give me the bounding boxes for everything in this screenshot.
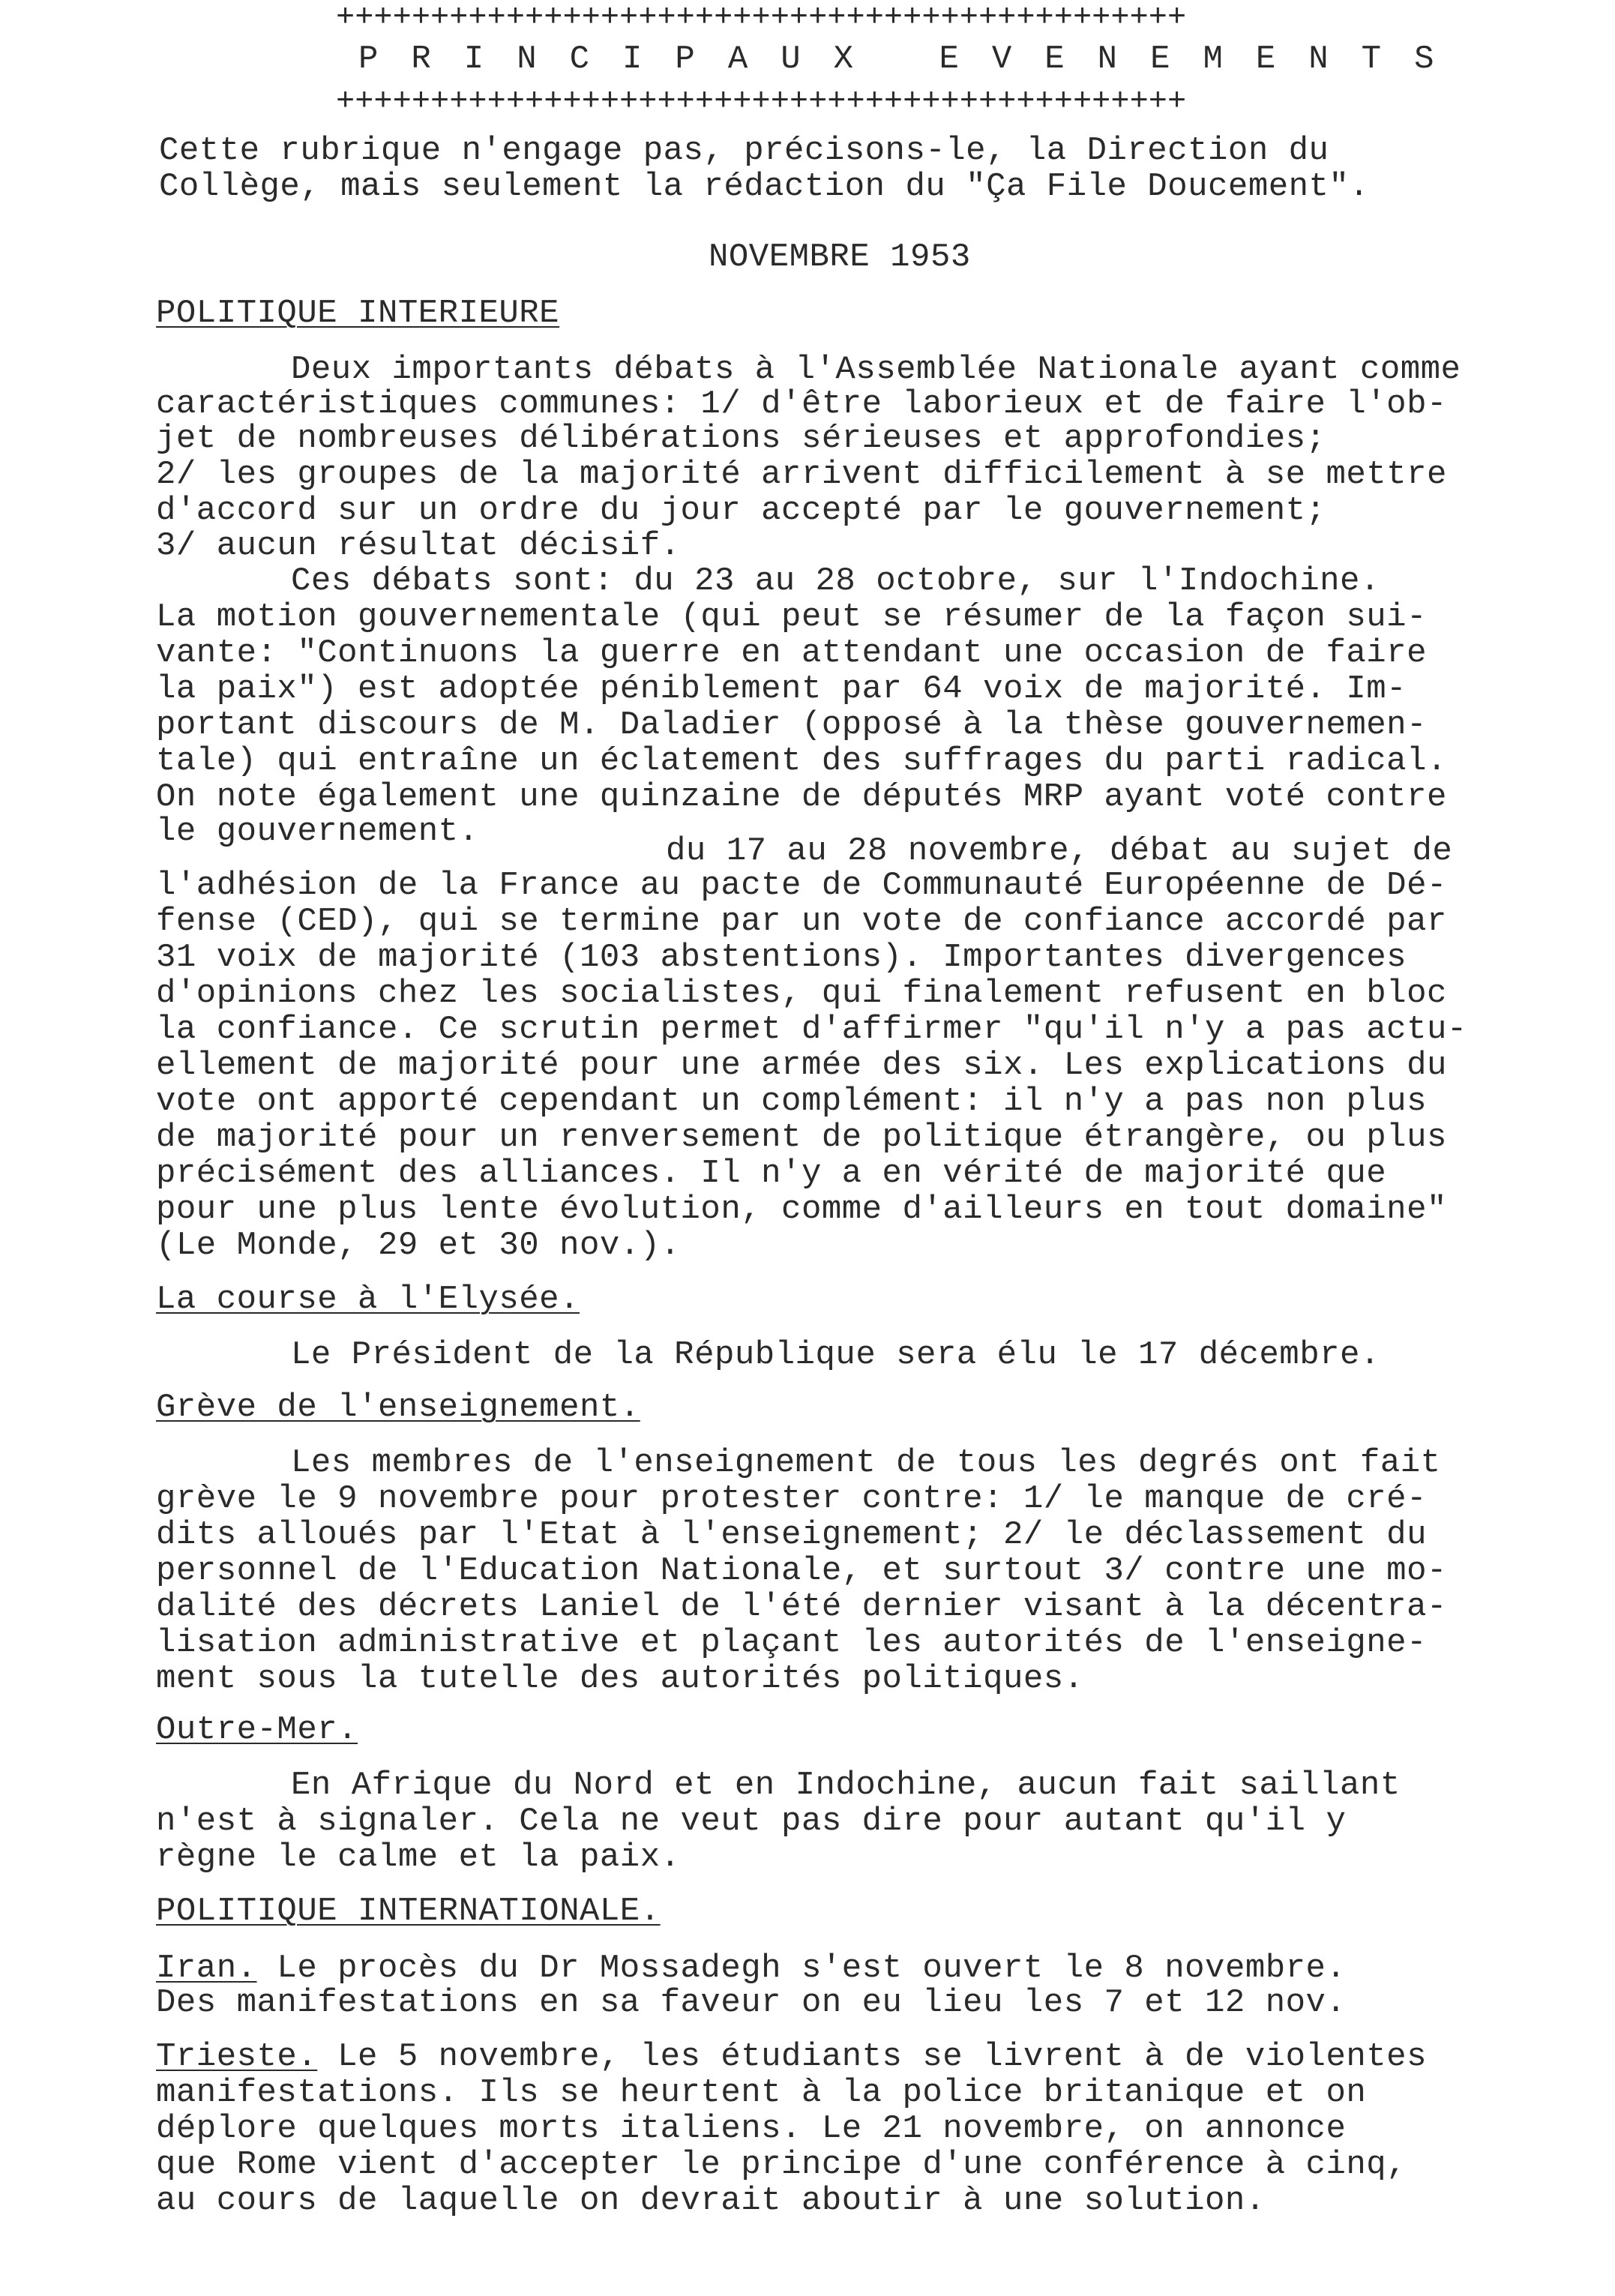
paragraph-line: Ces débats sont: du 23 au 28 octobre, sur l'Indochine. [291, 562, 1380, 600]
paragraph-line: Des manifestations en sa faveur on eu lieu les 7 et 12 nov. [156, 1984, 1347, 2022]
paragraph-line: La motion gouvernementale (qui peut se résumer de la façon sui- [156, 598, 1427, 636]
paragraph-line: pour une plus lente évolution, comme d'ailleurs en tout domaine" [156, 1191, 1447, 1228]
paragraph-line: Deux importants débats à l'Assemblée Nationale ayant comme [291, 351, 1461, 388]
paragraph-line: 2/ les groupes de la majorité arrivent difficilement à se mettre [156, 456, 1447, 493]
paragraph-line: Les membres de l'enseignement de tous les degrés ont fait [291, 1444, 1441, 1482]
paragraph-line: 31 voix de majorité (103 abstentions). Importantes divergences [156, 939, 1407, 976]
paragraph-line: fense (CED), qui se termine par un vote de confiance accordé par [156, 903, 1447, 940]
disclaimer-line: Collège, mais seulement la rédaction du "Ça File Doucement". [159, 168, 1370, 205]
trieste-heading: Trieste. [156, 2038, 318, 2076]
paragraph-line: ment sous la tutelle des autorités politiques. [156, 1660, 1084, 1698]
section-heading-course-elysee: La course à l'Elysée. [156, 1281, 580, 1318]
paragraph-line: Le procès du Dr Mossadegh s'est ouvert le 8 novembre. [256, 1950, 1347, 1987]
paragraph-line: du 17 au 28 novembre, débat au sujet de [666, 832, 1453, 870]
paragraph-line: la confiance. Ce scrutin permet d'affirmer "qu'il n'y a pas actu- [156, 1011, 1467, 1048]
header-plus-line-bottom: +++++++++++++++++++++++++++++++++++++++++++++ [336, 83, 1187, 119]
paragraph-line: d'accord sur un ordre du jour accepté par le gouvernement; [156, 492, 1326, 529]
section-heading-politique-internationale: POLITIQUE INTERNATIONALE. [156, 1893, 661, 1930]
disclaimer-line: Cette rubrique n'engage pas, précisons-le, la Direction du [159, 132, 1329, 169]
paragraph-line: manifestations. Ils se heurtent à la police britanique et on [156, 2074, 1367, 2112]
page-title: PRINCIPAUX EVENEMENTS [358, 40, 1467, 78]
paragraph-line: On note également une quinzaine de députés MRP ayant voté contre [156, 778, 1447, 816]
header-plus-line-top: +++++++++++++++++++++++++++++++++++++++++++++ [336, 0, 1187, 35]
paragraph-line: dits alloués par l'Etat à l'enseignement; 2/ le déclassement du [156, 1516, 1427, 1554]
paragraph-line: précisément des alliances. Il n'y a en vérité de majorité que [156, 1155, 1387, 1192]
trieste-entry [156, 2040, 1427, 2074]
paragraph-line: En Afrique du Nord et en Indochine, aucun fait saillant [291, 1767, 1401, 1804]
paragraph-line: ellement de majorité pour une armée des six. Les explications du [156, 1047, 1447, 1084]
paragraph-line: règne le calme et la paix. [156, 1839, 681, 1876]
paragraph-line: d'opinions chez les socialistes, qui finalement refusent en bloc [156, 975, 1447, 1012]
paragraph-line: le gouvernement. [156, 813, 479, 850]
paragraph-line: 3/ aucun résultat décisif. [156, 527, 681, 565]
paragraph-line: tale) qui entraîne un éclatement des suffrages du parti radical. [156, 742, 1447, 780]
section-heading-greve-enseignement: Grève de l'enseignement. [156, 1389, 640, 1426]
issue-date: NOVEMBRE 1953 [709, 238, 971, 276]
paragraph-line: la paix") est adoptée péniblement par 64 voix de majorité. Im- [156, 670, 1407, 708]
section-heading-politique-interieure: POLITIQUE INTERIEURE [156, 295, 560, 332]
iran-entry [156, 1951, 1346, 1986]
paragraph-line: de majorité pour un renversement de politique étrangère, ou plus [156, 1119, 1447, 1156]
paragraph-line: Le 5 novembre, les étudiants se livrent à de violentes [317, 2038, 1427, 2076]
paragraph-line: grève le 9 novembre pour protester contre: 1/ le manque de cré- [156, 1480, 1427, 1518]
paragraph-line: déplore quelques morts italiens. Le 21 novembre, on annonce [156, 2110, 1347, 2148]
paragraph-line: lisation administrative et plaçant les autorités de l'enseigne- [156, 1624, 1427, 1662]
paragraph-line: (Le Monde, 29 et 30 nov.). [156, 1227, 681, 1264]
paragraph-line: Le Président de la République sera élu le 17 décembre. [291, 1336, 1380, 1374]
paragraph-line: vante: "Continuons la guerre en attendant une occasion de faire [156, 634, 1427, 672]
paragraph-line: caractéristiques communes: 1/ d'être laborieux et de faire l'ob- [156, 385, 1447, 423]
paragraph-line: dalité des décrets Laniel de l'été dernier visant à la décentra- [156, 1588, 1447, 1626]
paragraph-line: que Rome vient d'accepter le principe d'une conférence à cinq, [156, 2146, 1407, 2184]
paragraph-line: au cours de laquelle on devrait aboutir à une solution. [156, 2182, 1266, 2220]
paragraph-line: l'adhésion de la France au pacte de Communauté Européenne de Dé- [156, 867, 1447, 904]
section-heading-outre-mer: Outre-Mer. [156, 1711, 358, 1749]
paragraph-line: portant discours de M. Daladier (opposé à la thèse gouvernemen- [156, 706, 1427, 744]
paragraph-line: jet de nombreuses délibérations sérieuses et approfondies; [156, 420, 1326, 457]
iran-heading: Iran. [156, 1950, 257, 1987]
paragraph-line: personnel de l'Education Nationale, et surtout 3/ contre une mo- [156, 1552, 1447, 1590]
paragraph-line: vote ont apporté cependant un complément: il n'y a pas non plus [156, 1083, 1427, 1120]
paragraph-line: n'est à signaler. Cela ne veut pas dire pour autant qu'il y [156, 1803, 1347, 1840]
